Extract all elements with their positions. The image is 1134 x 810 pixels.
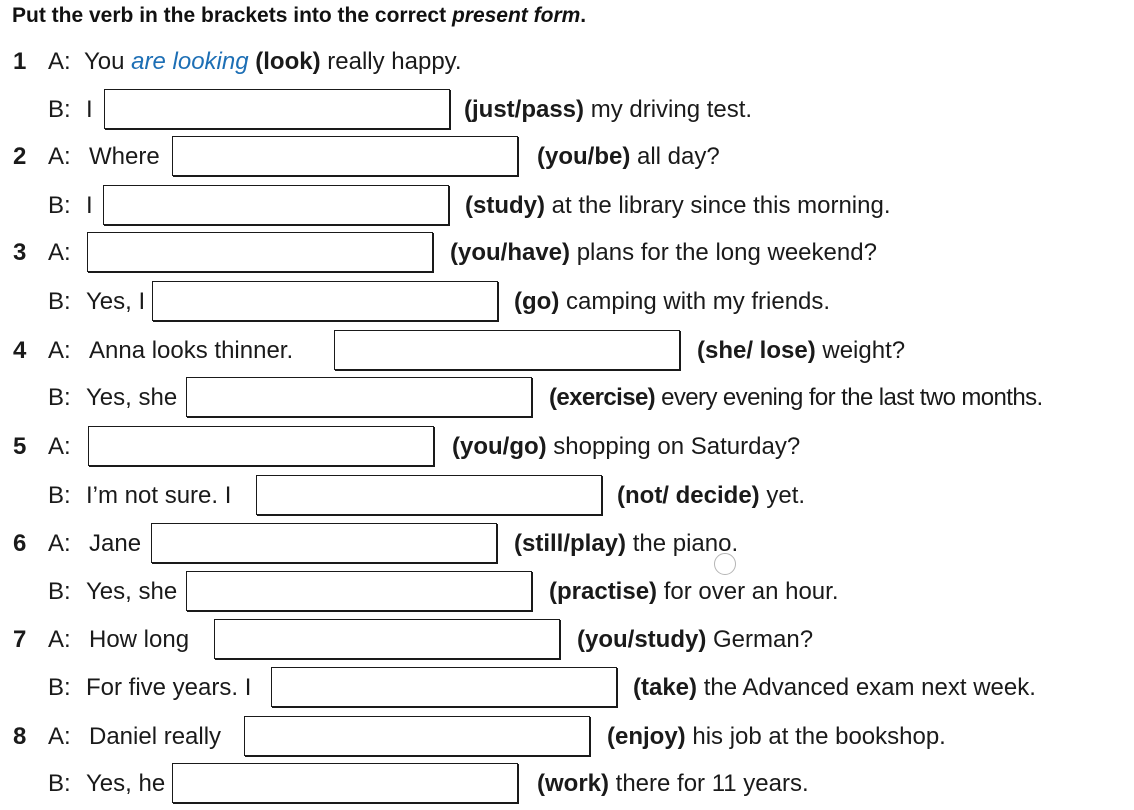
exercise-line — [0, 327, 1134, 375]
sentence-start: I — [86, 96, 93, 123]
speaker-label: A: — [48, 337, 71, 364]
speaker-label: B: — [48, 96, 71, 123]
sentence-start: Yes, I — [86, 288, 146, 315]
speaker-label: A: — [48, 723, 71, 750]
sentence-rest — [549, 374, 1043, 422]
verb-cue: (still/play) — [514, 530, 627, 557]
sentence-end: camping with my friends. — [559, 288, 831, 315]
exercise-line — [0, 713, 1134, 761]
sentence-end: every evening for the last two months. — [655, 384, 1043, 411]
exercise-line — [0, 374, 1134, 422]
sentence-end: there for 11 years. — [609, 770, 809, 797]
sentence-rest — [537, 133, 720, 181]
sentence-rest — [577, 616, 813, 664]
sentence-end: yet. — [759, 482, 806, 509]
sentence-rest — [514, 278, 830, 326]
item-number: 5 — [13, 433, 27, 460]
answer-box[interactable] — [104, 89, 450, 129]
sentence-rest — [633, 664, 1036, 712]
speaker-label: B: — [48, 674, 71, 701]
sentence-end: plans for the long weekend? — [570, 239, 877, 266]
sentence-start: For five years. I — [86, 674, 252, 701]
verb-cue: (you/go) — [452, 433, 547, 460]
answer-box[interactable] — [271, 667, 617, 707]
exercise-line — [0, 520, 1134, 568]
sentence-start: Yes, he — [86, 770, 166, 797]
speaker-label: A: — [48, 239, 71, 266]
verb-cue: (just/pass) — [464, 96, 585, 123]
speaker-label: B: — [48, 770, 71, 797]
exercise-line — [0, 568, 1134, 616]
verb-cue: (you/have) — [450, 239, 571, 266]
sentence-end: all day? — [630, 143, 720, 170]
sentence-start: I’m not sure. I — [86, 482, 232, 509]
answer-box[interactable] — [186, 377, 532, 417]
verb-cue: (exercise) — [549, 384, 656, 411]
answer-box[interactable] — [256, 475, 602, 515]
exercise-line — [0, 86, 1134, 134]
sentence-end: for over an hour. — [657, 578, 839, 605]
exercise-line — [0, 38, 1134, 86]
verb-cue: (go) — [514, 288, 560, 315]
sentence-rest — [450, 229, 877, 277]
answer-box[interactable] — [151, 523, 497, 563]
verb-cue: (she/ lose) — [697, 337, 816, 364]
exercise-line — [0, 760, 1134, 808]
speaker-label: B: — [48, 192, 71, 219]
sentence-start: Anna looks thinner. — [89, 337, 294, 364]
sentence-end: his job at the bookshop. — [685, 723, 946, 750]
item-number: 7 — [13, 626, 27, 653]
speaker-label: A: — [48, 626, 71, 653]
sentence-rest — [464, 86, 752, 134]
verb-cue: (take) — [633, 674, 698, 701]
answer-box[interactable] — [186, 571, 532, 611]
verb-cue: (enjoy) — [607, 723, 686, 750]
verb-cue: (look) — [255, 48, 321, 75]
verb-cue: (not/ decide) — [617, 482, 760, 509]
speaker-label: A: — [48, 530, 71, 557]
item-number: 4 — [13, 337, 27, 364]
answer-box[interactable] — [334, 330, 680, 370]
sentence-rest — [617, 472, 805, 520]
speaker-label: B: — [48, 482, 71, 509]
sentence-start: Yes, she — [86, 384, 178, 411]
answer-box[interactable] — [87, 232, 433, 272]
example-sentence — [84, 38, 462, 86]
sentence-start: Jane — [89, 530, 142, 557]
speaker-label: B: — [48, 288, 71, 315]
sentence-end: the piano. — [626, 530, 739, 557]
speaker-label: A: — [48, 143, 71, 170]
instruction-heading: Put the verb in the brackets into the correct present form. — [12, 4, 587, 27]
sentence-end: weight? — [815, 337, 906, 364]
verb-cue: (practise) — [549, 578, 658, 605]
speaker-label: A: — [48, 433, 71, 460]
verb-cue: (work) — [537, 770, 609, 797]
speaker-label: B: — [48, 384, 71, 411]
sentence-start: Where — [89, 143, 160, 170]
verb-cue: (study) — [465, 192, 545, 219]
exercise-line — [0, 423, 1134, 471]
example-answer: are looking — [131, 48, 249, 75]
sentence-rest — [537, 760, 809, 808]
answer-box[interactable] — [152, 281, 498, 321]
item-number: 2 — [13, 143, 27, 170]
item-number: 8 — [13, 723, 27, 750]
sentence-start: Daniel really — [89, 723, 222, 750]
answer-box[interactable] — [172, 763, 518, 803]
sentence-rest — [465, 182, 890, 230]
sentence-start: I — [86, 192, 93, 219]
answer-box[interactable] — [103, 185, 449, 225]
item-number: 1 — [13, 48, 27, 75]
item-number: 3 — [13, 239, 27, 266]
sentence-rest — [514, 520, 738, 568]
exercise-line — [0, 664, 1134, 712]
exercise-line — [0, 182, 1134, 230]
sentence-end: the Advanced exam next week. — [697, 674, 1036, 701]
sentence-start: You — [84, 48, 125, 75]
sentence-rest — [607, 713, 946, 761]
exercise-line — [0, 229, 1134, 277]
sentence-end: German? — [706, 626, 814, 653]
answer-box[interactable] — [172, 136, 518, 176]
item-number: 6 — [13, 530, 27, 557]
verb-cue: (you/study) — [577, 626, 707, 653]
answer-box[interactable] — [88, 426, 434, 466]
sentence-end: my driving test. — [584, 96, 753, 123]
exercise-line — [0, 133, 1134, 181]
exercise-line — [0, 472, 1134, 520]
sentence-start: How long — [89, 626, 190, 653]
sentence-end: at the library since this morning. — [545, 192, 891, 219]
speaker-label: A: — [48, 48, 71, 75]
speaker-label: B: — [48, 578, 71, 605]
sentence-start: Yes, she — [86, 578, 178, 605]
sentence-end: really happy. — [320, 48, 462, 75]
answer-box[interactable] — [214, 619, 560, 659]
mouse-cursor-ring-icon — [714, 553, 736, 575]
sentence-rest — [697, 327, 905, 375]
sentence-end: shopping on Saturday? — [546, 433, 801, 460]
exercise-line — [0, 616, 1134, 664]
exercise-line — [0, 278, 1134, 326]
sentence-rest — [452, 423, 800, 471]
verb-cue: (you/be) — [537, 143, 631, 170]
answer-box[interactable] — [244, 716, 590, 756]
sentence-rest — [549, 568, 839, 616]
